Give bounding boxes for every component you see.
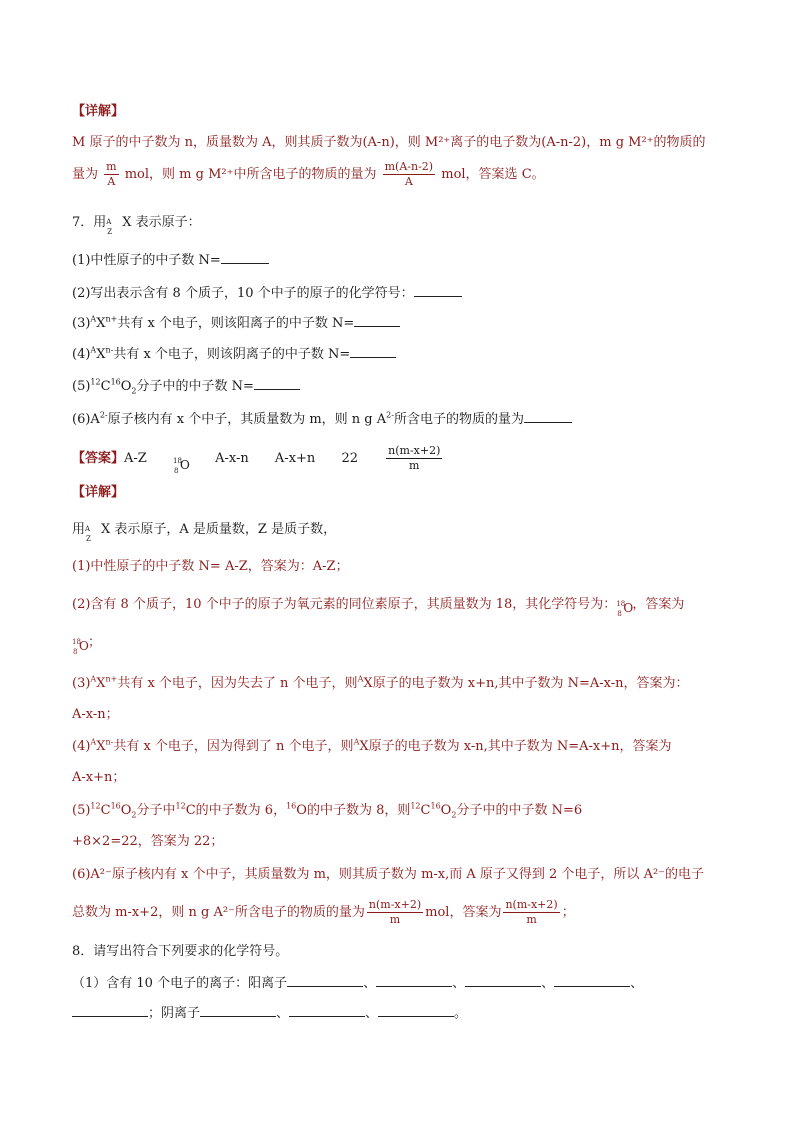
question-7-part-2: (2)写出表示含有 8 个质子，10 个中子的原子的化学符号： [72,284,462,303]
explain-heading-2: 【详解】 [72,485,125,500]
nuclide-symbol: A Z [106,217,113,236]
answer-blank[interactable] [254,377,300,390]
explain2-part-6: (6)A²⁻原子核内有 x 个中子，其质量数为 m，则其质子数为 m-x,而 A 原子又得到 2 个电子，所以 A²⁻的电子 [72,867,705,882]
anion-blank-2[interactable] [289,1004,365,1017]
answer-blank[interactable] [414,284,462,297]
answer-2-nuclide: 18 8 O [172,456,190,475]
explain2-part-1: (1)中性原子的中子数 N= A-Z，答案为：A-Z； [72,559,349,574]
question-7-part-5: $(5)^{12}C^{16}O_2$分子中的中子数 N= [72,377,300,396]
text: mol，则 m g M²⁺中所含电子的物质的量为 [124,167,377,182]
text: 量为 [72,167,99,182]
oxygen-18-nuclide: 18 8 O [616,599,634,618]
cation-blank-2[interactable] [376,974,452,987]
answer-1: A-Z [124,451,147,466]
answer-label: 【答案】 [72,451,125,466]
answer-blank[interactable] [350,345,396,358]
anion-blank-1[interactable] [200,1004,276,1017]
question-7-part-6: $(6)A^{2-}$原子核内有 x 个中子，其质量数为 m，则 n g $A^{2-}$所含电子的物质的量为 [72,410,572,429]
nuclide-symbol: A Z [85,524,91,543]
explain-heading-1: 【详解】 [72,104,125,119]
oxygen-18-nuclide: 18 8 O [72,637,89,656]
answer-blank[interactable] [524,410,572,423]
explain2-part-3: $(3)^AX^{n+}$共有 x 个电子，因为失去了 n 个电子，则$^A$X原子的电子数为 x+n,其中子数为 N=A-x-n，答案为： [72,674,689,691]
fraction-electrons: $\frac{m(A-n-2)}{A}$ [384,160,434,188]
answer-line [72,444,444,473]
explain2-part-4: $(4)^AX^{n-}$共有 x 个电子，因为得到了 n 个电子，则$^A$X原子的电子数为 x-n,其中子数为 N=A-x+n，答案为 [72,737,672,754]
cation-blank-3[interactable] [465,974,541,987]
explain2-part-2-cont: 18 8 O ； [72,635,102,656]
explain2-part-5: $(5)^{12}C^{16}O_2$分子中$^{12}$C的中子数为 6，$^{16}$O的中子数为 8，则$^{12}C^{16}O_2$分子中的中子数 N=6 [72,801,583,820]
answer-blank[interactable] [221,251,269,264]
cation-blank-1[interactable] [287,974,363,987]
cation-blank-4[interactable] [554,974,630,987]
question-8-part-1-cont: ；阴离子 、 、 。 [72,1004,467,1023]
fraction-electron-moles: $\frac{n(m-x+2)}{m}$ [368,898,422,926]
explain-line-2 [72,160,545,189]
answer-4: A-x+n [274,451,316,466]
explain2-part-4-cont: A-x+n； [72,770,126,785]
fraction-answer: $\frac{n(m-x+2)}{m}$ [505,898,558,926]
question-7-part-3: $(3)^AX^{n+}$共有 x 个电子，则该阳离子的中子数 N= [72,314,400,333]
cation-blank-5[interactable] [72,1004,148,1017]
question-7-part-4: $(4)^AX^{n-}$共有 x 个电子，则该阴离子的中子数 N= [72,345,396,364]
question-7-stem: 7．用 A Z X 表示原子： [72,215,201,236]
answer-blank[interactable] [354,314,400,327]
explain2-part-6-cont: 总数为 m-x+2，则 n g A²⁻所含电子的物质的量为 $\frac{n(m-x+2)}{m}$ mol，答案为 $\frac{n(m-x+2)}{m}$ ； [72,898,575,926]
explain2-intro: 用 A Z X 表示原子，A 是质量数，Z 是质子数， [72,522,337,543]
explain2-part-3-cont: A-x-n； [72,707,119,722]
explain2-part-5-cont: +8×2=22，答案为 22； [72,834,224,849]
anion-blank-3[interactable] [378,1004,454,1017]
explain2-part-2: (2)含有 8 个质子，10 个中子的原子为氧元素的同位素原子，其质量数为 18，其化学符号为： 18 8 O ，答案为 [72,597,685,618]
answer-3: A-x-n [215,451,249,466]
question-7-part-1: (1)中性原子的中子数 N= [72,251,269,270]
question-8-part-1: （1）含有 10 个电子的离子：阳离子 、 、 、 、 [72,976,644,991]
explain-line-1: M 原子的中子数为 n，质量数为 A，则其质子数为(A-n)，则 M²⁺离子的电子数为(A-n-2)，m g M²⁺的物质的 [72,135,706,150]
answer-5: 22 [341,451,358,466]
answer-6-fraction: $\frac{n(m-x+2)}{m}$ [388,444,441,472]
fraction-m-over-a: $\frac{m}{A}$ [106,160,117,188]
question-8-stem: 8．请写出符合下列要求的化学符号。 [72,944,289,959]
text: mol，答案选 C。 [441,167,545,182]
